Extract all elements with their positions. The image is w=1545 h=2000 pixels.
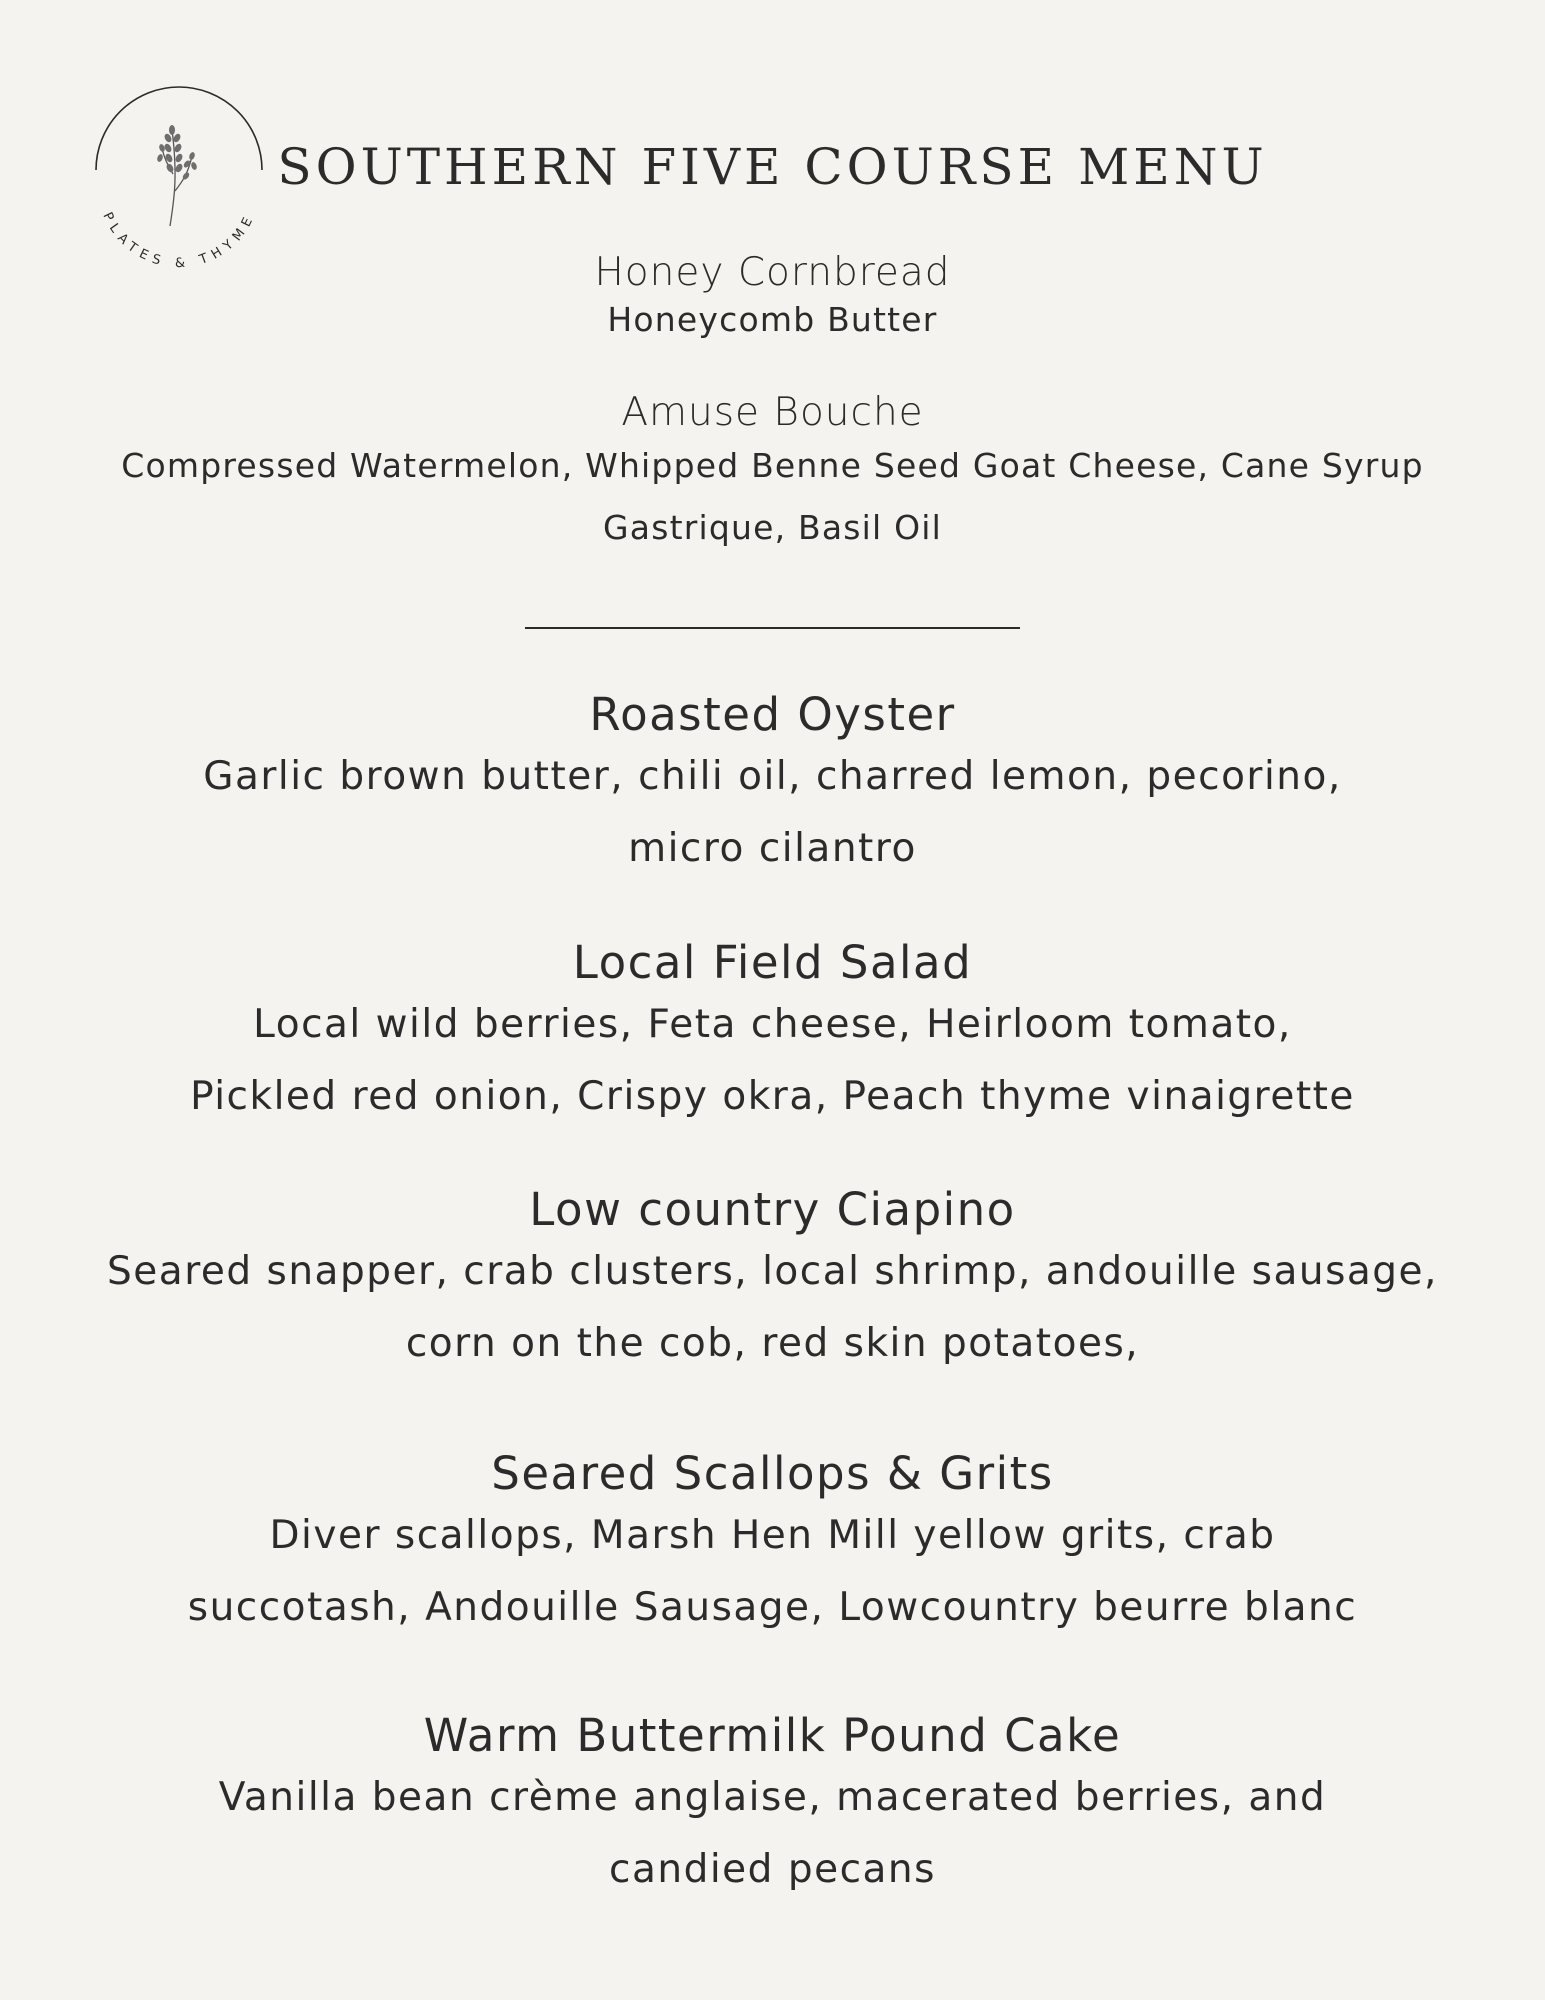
course-name: Warm Buttermilk Pound Cake [423,1709,1122,1762]
course-description: Vanilla bean crème anglaise, macerated berries, and candied pecans [218,1775,1327,1892]
course-description: Garlic brown butter, chili oil, charred lemon, pecorino, micro cilantro [203,754,1342,871]
starter-name: Honey Cornbread [594,250,951,295]
course-description: Seared snapper, crab clusters, local shrimp, andouille sausage, corn on the cob, red skin potatoes, [107,1249,1438,1366]
starter-item [0,390,1545,559]
course-description: Diver scallops, Marsh Hen Mill yellow grits, crab succotash, Andouille Sausage, Lowcountry beurre blanc [187,1513,1358,1630]
course-name: Seared Scallops & Grits [491,1447,1054,1500]
section-divider [525,627,1020,629]
starter-item [0,250,1545,345]
menu-title: SOUTHERN FIVE COURSE MENU [277,138,1268,196]
course-description: Local wild berries, Feta cheese, Heirloom tomato, Pickled red onion, Crispy okra, Peach thyme vinaigrette [190,1002,1355,1119]
course-name: Local Field Salad [572,936,973,989]
starter-name: Amuse Bouche [621,390,924,435]
course-name: Low country Ciapino [529,1183,1016,1236]
course-item [0,1447,1545,1644]
starter-description: Compressed Watermelon, Whipped Benne Seed Goat Cheese, Cane Syrup Gastrique, Basil Oil [121,446,1424,547]
course-item [0,1183,1545,1380]
course-item [0,936,1545,1133]
course-item [0,688,1545,885]
course-item [0,1709,1545,1906]
starter-description: Honeycomb Butter [607,300,938,339]
course-name: Roasted Oyster [589,688,956,741]
logo-text: PLATES & THYME [99,210,259,272]
